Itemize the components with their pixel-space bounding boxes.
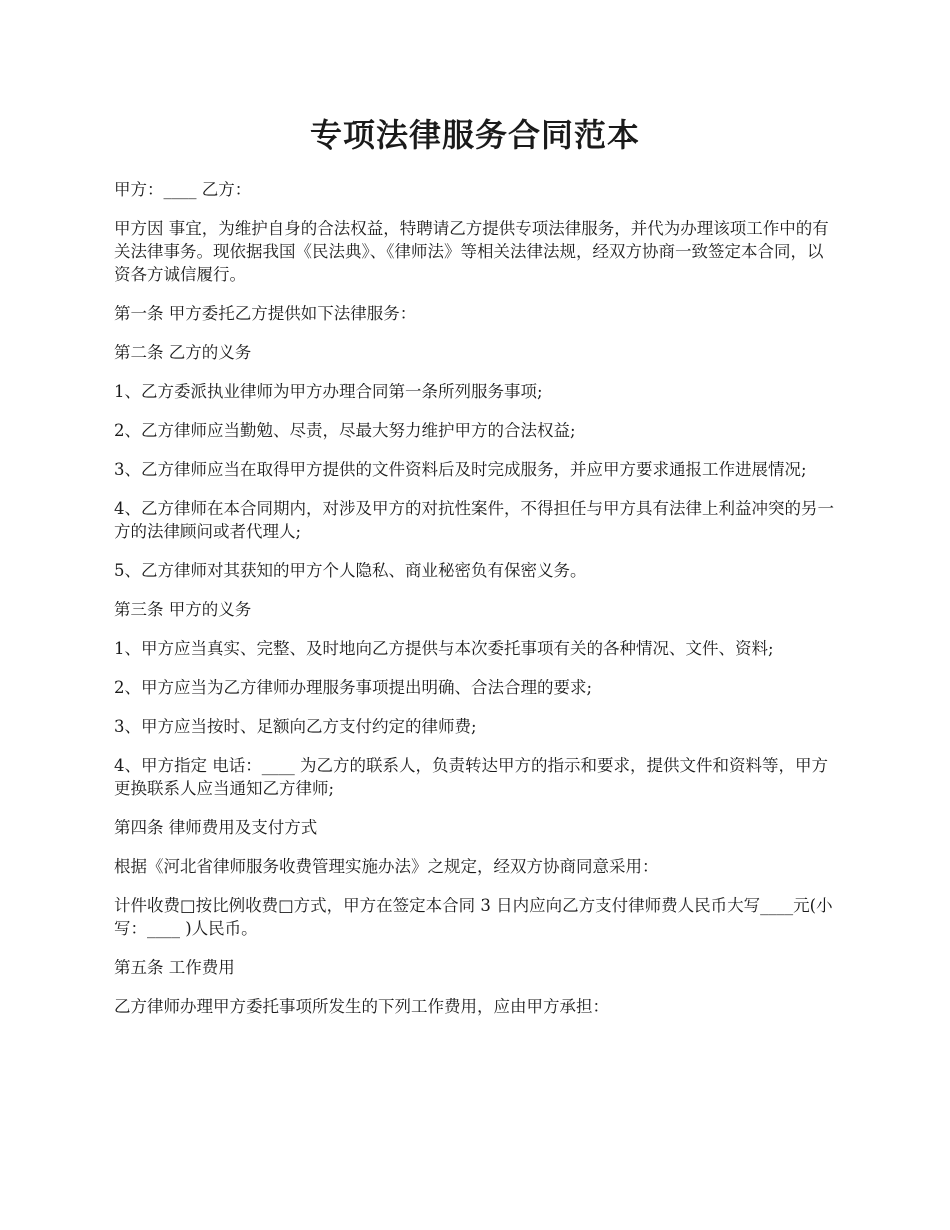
parties-line: 甲方：____ 乙方：	[114, 180, 252, 199]
article-3-item-2: 2、甲方应当为乙方律师办理服务事项提出明确、合法合理的要求;	[114, 678, 593, 697]
article-4-heading: 第四条 律师费用及支付方式	[114, 818, 318, 837]
article-1-heading: 第一条 甲方委托乙方提供如下法律服务：	[114, 304, 417, 323]
article-2-item-3: 3、乙方律师应当在取得甲方提供的文件资料后及时完成服务，并应甲方要求通报工作进展情况;	[114, 460, 807, 479]
article-4-basis: 根据《河北省律师服务收费管理实施办法》之规定，经双方协商同意采用：	[114, 857, 659, 876]
article-3-item-3: 3、甲方应当按时、足额向乙方支付约定的律师费;	[114, 717, 477, 736]
article-3-heading: 第三条 甲方的义务	[114, 600, 252, 619]
article-2-item-2: 2、乙方律师应当勤勉、尽责，尽最大努力维护甲方的合法权益;	[114, 421, 576, 440]
article-4-payment: 计件收费□按比例收费□方式，甲方在签定本合同 3 日内应向乙方支付律师费人民币大写____元(小写：____ )人民币。	[114, 896, 833, 938]
article-3-item-4: 4、甲方指定 电话：____ 为乙方的联系人，负责转达甲方的指示和要求，提供文件和资料等，甲方更换联系人应当通知乙方律师;	[114, 756, 828, 798]
article-2-item-1: 1、乙方委派执业律师为甲方办理合同第一条所列服务事项;	[114, 382, 543, 401]
article-3-item-1: 1、甲方应当真实、完整、及时地向乙方提供与本次委托事项有关的各种情况、文件、资料;	[114, 639, 774, 658]
article-5-heading: 第五条 工作费用	[114, 958, 235, 977]
article-5-intro: 乙方律师办理甲方委托事项所发生的下列工作费用，应由甲方承担：	[114, 997, 609, 1016]
article-2-item-5: 5、乙方律师对其获知的甲方个人隐私、商业秘密负有保密义务。	[114, 561, 587, 580]
document-title: 专项法律服务合同范本	[309, 116, 640, 154]
preamble-paragraph: 甲方因 事宜，为维护自身的合法权益，特聘请乙方提供专项法律服务，并代为办理该项工作中的有关法律事务。现依据我国《民法典》、《律师法》等相关法律法规，经双方协商一致签定本合同，以资各方诚信履行。	[114, 219, 829, 284]
document-body	[114, 178, 839, 1034]
article-2-heading: 第二条 乙方的义务	[114, 343, 252, 362]
article-2-item-4: 4、乙方律师在本合同期内，对涉及甲方的对抗性案件，不得担任与甲方具有法律上利益冲突的另一方的法律顾问或者代理人;	[114, 499, 834, 541]
